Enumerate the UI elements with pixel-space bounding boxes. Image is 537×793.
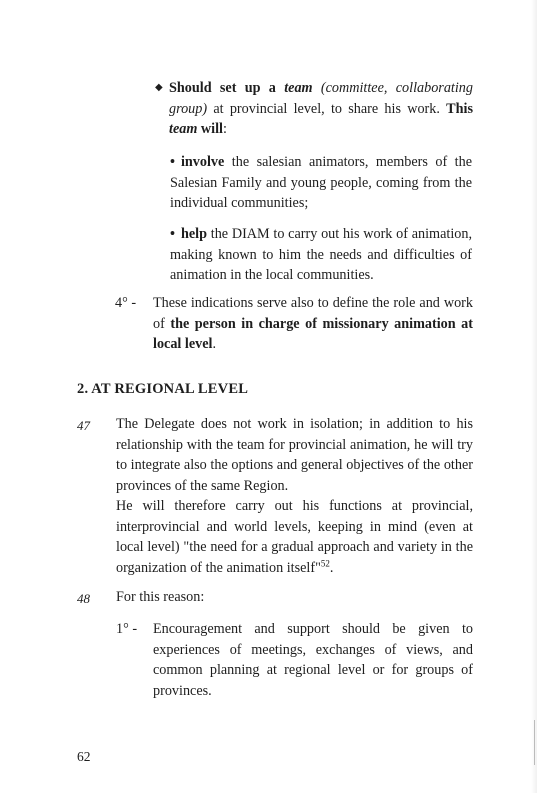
- bullet-dot-icon: •: [170, 154, 175, 170]
- team-term: team: [284, 80, 313, 96]
- margin-number-48: 48: [77, 591, 90, 606]
- item-1-paragraph: [153, 619, 473, 701]
- team-parenthetical: (committee, collaborating group): [169, 80, 473, 117]
- section-heading: 2. AT REGIONAL LEVEL: [77, 381, 249, 397]
- item-4-bold: the person in charge of missionary animation at local level: [153, 315, 473, 352]
- page-number: 62: [77, 749, 91, 764]
- team-paragraph: ◆ Should set up a team (committee, collaborating group) at provincial level, to share his work. This team will:: [155, 80, 473, 137]
- paragraph-47b-text: He will therefore carry out his functions at provincial, interprovincial and world levels, keeping in mind (even at local level) "the need for a gradual approach and variety in the organization of the animation itself": [116, 498, 473, 576]
- item-4-paragraph: These indications serve also to define the role and work of the person in charge of missionary animation at local level.: [153, 295, 473, 352]
- scan-edge-line: [534, 720, 535, 765]
- bullet-dot-icon: •: [170, 226, 175, 242]
- involve-text: the salesian animators, members of the Salesian Family and young people, coming from the individual communities;: [170, 154, 472, 211]
- paragraph-47: [116, 414, 473, 496]
- involve-keyword: involve: [180, 154, 225, 170]
- item-4-number: 4° -: [115, 295, 137, 311]
- item-1-number: 1° -: [116, 621, 138, 637]
- team-lead-text: Should set up a: [169, 80, 285, 96]
- item-4-text: These indications serve also to define the role and work of: [153, 295, 473, 332]
- team-body-text: at provincial level, to share his work.: [207, 100, 447, 117]
- help-text: the DIAM to carry out his work of animation, making known to him the needs and difficulties of animation in the local communities.: [170, 226, 472, 283]
- this-word: This: [446, 100, 473, 117]
- involve-paragraph: [170, 152, 472, 214]
- margin-number-47: 47: [77, 418, 90, 433]
- scan-edge-shadow: [531, 0, 537, 793]
- will-word: will: [197, 121, 223, 137]
- item-1-text: Encouragement and support should be given to experiences of meetings, exchanges of views, and common planning at regional level or for groups of provinces.: [153, 621, 473, 699]
- help-keyword: help: [180, 226, 207, 242]
- paragraph-47b: He will therefore carry out his functions at provincial, interprovincial and world levels, keeping in mind (even at local level) "the need for a gradual approach and variety in the organization of the animation itself"$^{52}$.: [116, 498, 473, 576]
- footnote-ref: 52: [320, 557, 330, 568]
- paragraph-47-text: The Delegate does not work in isolation; in addition to his relationship with the team for provincial animation, he will try to integrate also the options and general objectives of the other provinces of the same Region.: [116, 416, 473, 494]
- help-paragraph: [170, 224, 472, 286]
- diamond-bullet-icon: ◆: [155, 82, 163, 93]
- team-term-2: team: [169, 121, 198, 137]
- paragraph-48: For this reason:: [116, 589, 205, 605]
